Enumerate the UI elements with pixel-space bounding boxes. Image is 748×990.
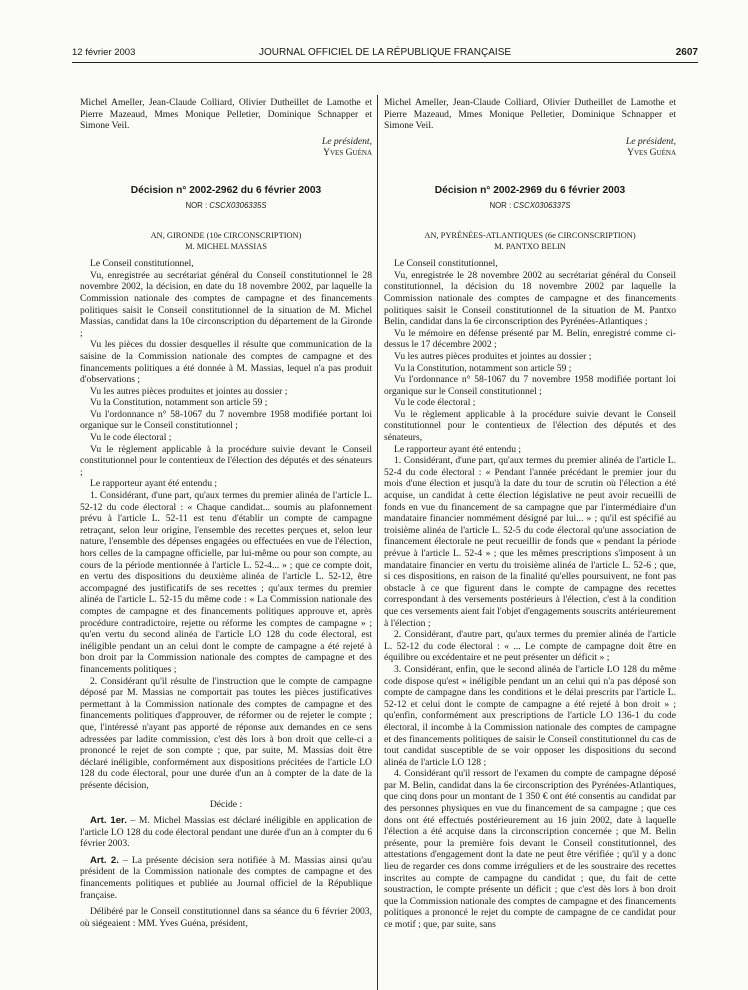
candidate-name: M. PANTXO BELIN xyxy=(494,242,566,252)
paragraph: Vu le règlement applicable à la procédure suivie devant le Conseil constitutionnel pour le contentieux de l'élection des députés et des sénateurs, xyxy=(384,408,676,444)
paragraph: Vu les autres pièces produites et jointes au dossier ; xyxy=(394,350,592,362)
nor-line xyxy=(384,200,676,212)
intro-members: Michel Ameller, Jean-Claude Colliard, Olivier Dutheillet de Lamothe et Pierre Mazeaud, Mmes Monique Pelletier, Dominique Schnapper et Simone Veil. xyxy=(80,97,372,132)
page-number: 2607 xyxy=(675,47,698,58)
right-column xyxy=(384,97,676,931)
paragraph: Vu les autres pièces produites et jointes au dossier ; xyxy=(90,385,288,397)
page-header xyxy=(72,47,698,61)
paragraph: Vu la Constitution, notamment son article 59 ; xyxy=(90,397,268,409)
paragraph: Le rapporteur ayant été entendu ; xyxy=(90,478,218,490)
header-title: JOURNAL OFFICIEL DE LA RÉPUBLIQUE FRANÇAISE xyxy=(258,47,512,58)
intro-members: Michel Ameller, Jean-Claude Colliard, Olivier Dutheillet de Lamothe et Pierre Mazeaud, Mmes Monique Pelletier, Dominique Schnapper et Simone Veil. xyxy=(384,97,676,132)
signature-block xyxy=(384,136,676,159)
paragraph: 2. Considérant, d'autre part, qu'aux termes du premier alinéa de l'article L. 52-12 du code électoral : « ... Le compte de campagne doit être en équilibre ou excédentaire et ne peut présenter un déficit » ; xyxy=(384,629,676,664)
candidate-name: M. MICHEL MASSIAS xyxy=(185,242,267,252)
nor-code: CSCX0306335S xyxy=(209,200,267,210)
paragraph: 1. Considérant, d'une part, qu'aux termes du premier alinéa de l'article L. 52-4 du code électoral : « Pendant l'année précédant le premier jour du mois d'une élection et jusqu'à la date du tour de scrutin où l'élection a été acquise, un candidat à cette élection législative ne peut avoir recueilli de fonds en vue du financement de sa campagne que par l'intermédiaire d'un mandataire financier nommément désigné par lui... » ; qu'il est spécifié au troisième alinéa de l'article L. 52-5 du code électoral qu'une association de financement électorale ne peut recueillir de fonds que « pendant la période prévue à l'article L. 52-4 » ; que les mêmes prescriptions s'imposent à un mandataire financier en vertu du troisième alinéa de l'article L. 52-6 ; que, si ces dispositions, en raison de la finalité qu'elles poursuivent, ne font pas obstacle à ce que figurent dans le compte de campagne des recettes correspondant à des versements postérieurs à l'élection, c'est à la condition que ces versements aient fait l'objet d'engagements souscrits antérieurement à l'élection ; xyxy=(384,455,676,629)
nor-line xyxy=(80,200,372,212)
paragraph: Vu la Constitution, notamment son article 59 ; xyxy=(394,362,572,374)
signature-name: Yves Guéna xyxy=(323,147,372,159)
nor-code: CSCX0306337S xyxy=(513,200,571,210)
paragraph: Le Conseil constitutionnel, xyxy=(394,258,498,270)
circonscription: AN, PYRÉNÉES-ATLANTIQUES (6e CIRCONSCRIPTION) xyxy=(424,231,636,241)
signature-title: Le président, xyxy=(321,135,372,147)
paragraph: Le rapporteur ayant été entendu ; xyxy=(394,443,522,455)
decision-title: Décision n° 2002-2969 du 6 février 2003 xyxy=(434,184,626,196)
paragraph: Vu l'ordonnance n° 58-1067 du 7 novembre 1958 modifiée portant loi organique sur le Conseil constitutionnel ; xyxy=(80,408,372,432)
paragraph: Vu, enregistrée au secrétariat général du Conseil constitutionnel le 28 novembre 2002, la décision, en date du 18 novembre 2002, par laquelle la Commission nationale des comptes de campagne et des financements politiques saisit le Conseil constitutionnel de la situation de M. Michel Massias, candidat dans la 10e circonscription du département de la Gironde ; xyxy=(80,269,372,339)
paragraph: Vu, enregistrée le 28 novembre 2002 au secrétariat général du Conseil constitutionnel, la décision du 18 novembre 2002 par laquelle la Commission nationale des comptes de campagne et des financements politiques saisit le Conseil constitutionnel de la situation de M. Pantxo Belin, candidat dans la 6e circonscription des Pyrénées-Atlantiques ; xyxy=(384,269,676,328)
left-column xyxy=(80,97,372,929)
signature-block xyxy=(80,136,372,159)
decision-title: Décision n° 2002-2962 du 6 février 2003 xyxy=(130,184,322,196)
article-label: Art. 2. xyxy=(90,854,119,866)
article-label: Art. 1er. xyxy=(90,815,127,827)
article-1 xyxy=(80,815,372,850)
paragraph: Vu le mémoire en défense présenté par M. Belin, enregistré comme ci-dessus le 17 décembre 2002 ; xyxy=(384,327,676,351)
column-divider xyxy=(377,95,378,990)
circonscription: AN, GIRONDE (10e CIRCONSCRIPTION) xyxy=(150,231,302,241)
paragraph: Vu le code électoral ; xyxy=(90,432,172,444)
paragraph: Vu les pièces du dossier desquelles il résulte que communication de la saisine de la Commission nationale des comptes de campagne et des financements politiques a été donnée à M. Massias, lequel n'a pas produit d'observations ; xyxy=(80,339,372,386)
paragraph: 4. Considérant qu'il ressort de l'examen du compte de campagne déposé par M. Belin, candidat dans la 6e circonscription des Pyrénées-Atlantiques, que cinq dons pour un montant de 1 350 € ont été consentis au candidat par des personnes physiques en vue du financement de sa campagne ; que ces dons ont été effectués postérieurement au 16 juin 2002, date à laquelle l'élection a été acquise dans la circonscription concernée ; que M. Belin présente, pour la première fois devant le Conseil constitutionnel, des attestations d'engagement dont la date ne peut être vérifiée ; qu'il y a donc lieu de regarder ces dons comme irréguliers et de les soustraire des recettes inscrites au compte de campagne du candidat ; que, du fait de cette soustraction, le compte présente un déficit ; que c'est dès lors à bon droit que la Commission nationale des comptes de campagne et des financements politiques a prononcé le rejet du compte de campagne de ce candidat pour ce motif ; que, par suite, sans xyxy=(384,768,676,930)
paragraph: 1. Considérant, d'une part, qu'aux termes du premier alinéa de l'article L. 52-12 du code électoral : « Chaque candidat... soumis au plafonnement prévu à l'article L. 52-11 est tenu d'établir un compte de campagne retraçant, selon leur origine, l'ensemble des recettes perçues et, selon leur nature, l'ensemble des dépenses engagées ou effectuées en vue de l'élection, hors celles de la campagne officielle, par lui-même ou pour son compte, au cours de la période mentionnée à l'article L. 52-4... » ; que ce compte doit, en vertu des dispositions du deuxième alinéa de l'article L. 52-12, être accompagné des justificatifs de ses recettes ; qu'aux termes du premier alinéa de l'article L. 52-15 du même code : « La Commission nationale des comptes de campagne et des financements politiques approuve et, après procédure contradictoire, rejette ou réforme les comptes de campagne » ; qu'en vertu du second alinéa de l'article LO 128 du code électoral, est inéligible pendant un an celui dont le compte de campagne a été rejeté à bon droit par la Commission nationale des comptes de campagne et des financements politiques ; xyxy=(80,490,372,675)
decide-heading: Décide : xyxy=(209,799,243,811)
header-rule xyxy=(72,62,698,63)
header-date: 12 février 2003 xyxy=(72,47,136,58)
paragraph: Vu l'ordonnance n° 58-1067 du 7 novembre 1958 modifiée portant loi organique sur le Conseil constitutionnel ; xyxy=(384,374,676,397)
article-2 xyxy=(80,855,372,901)
paragraph: 3. Considérant, enfin, que le second alinéa de l'article LO 128 du même code dispose qu'est « inéligible pendant un an celui qui n'a pas déposé son compte de campagne dans les conditions et le délai prescrits par l'article L. 52-12 et celui dont le compte de campagne a été rejeté à bon droit » ; qu'enfin, conformément aux prescriptions de l'article LO 136-1 du code électoral, il incombe à la Commission nationale des comptes de campagne et des financements politiques de saisir le Conseil constitutionnel du cas de tout candidat susceptible de se voir opposer les dispositions du second alinéa de l'article LO 128 ; xyxy=(384,663,676,768)
paragraph: Vu le code électoral ; xyxy=(394,397,476,409)
nor-label: NOR : xyxy=(185,200,210,210)
article-text: – M. Michel Massias est déclaré inéligible en application de l'article LO 128 du code électoral pendant une durée d'un an à compter du 6 février 2003. xyxy=(80,815,372,850)
nor-label: NOR : xyxy=(489,200,514,210)
paragraph: Le Conseil constitutionnel, xyxy=(90,258,194,270)
decision-body xyxy=(384,258,676,930)
article-text: – La présente décision sera notifiée à M. Massias ainsi qu'au président de la Commission nationale des comptes de campagne et des financements politiques et publiée au Journal officiel de la République française. xyxy=(80,854,372,901)
paragraph: Vu le règlement applicable à la procédure suivie devant le Conseil constitutionnel pour le contentieux de l'élection des députés et des sénateurs ; xyxy=(80,443,372,478)
closing-paragraph: Délibéré par le Conseil constitutionnel dans sa séance du 6 février 2003, où siégeaient : MM. Yves Guéna, président, xyxy=(80,906,372,929)
signature-name: Yves Guéna xyxy=(627,147,676,159)
paragraph: 2. Considérant qu'il résulte de l'instruction que le compte de campagne déposé par M. Massias ne comportait pas toutes les pièces justificatives permettant à la Commission nationale des comptes de campagne et des financements politiques d'approuver, de réformer ou de rejeter le compte ; que, l'intéressé n'ayant pas apporté de réponse aux demandes en ce sens adressées par ladite commission, c'est dès lors à bon droit que celle-ci a prononcé le rejet de son compte ; que, par suite, M. Massias doit être déclaré inéligible, conformément aux dispositions précitées de l'article LO 128 du code électoral, pour une durée d'un an à compter de la date de la présente décision, xyxy=(80,675,372,791)
decision-body xyxy=(80,258,372,791)
signature-title: Le président, xyxy=(625,135,676,147)
